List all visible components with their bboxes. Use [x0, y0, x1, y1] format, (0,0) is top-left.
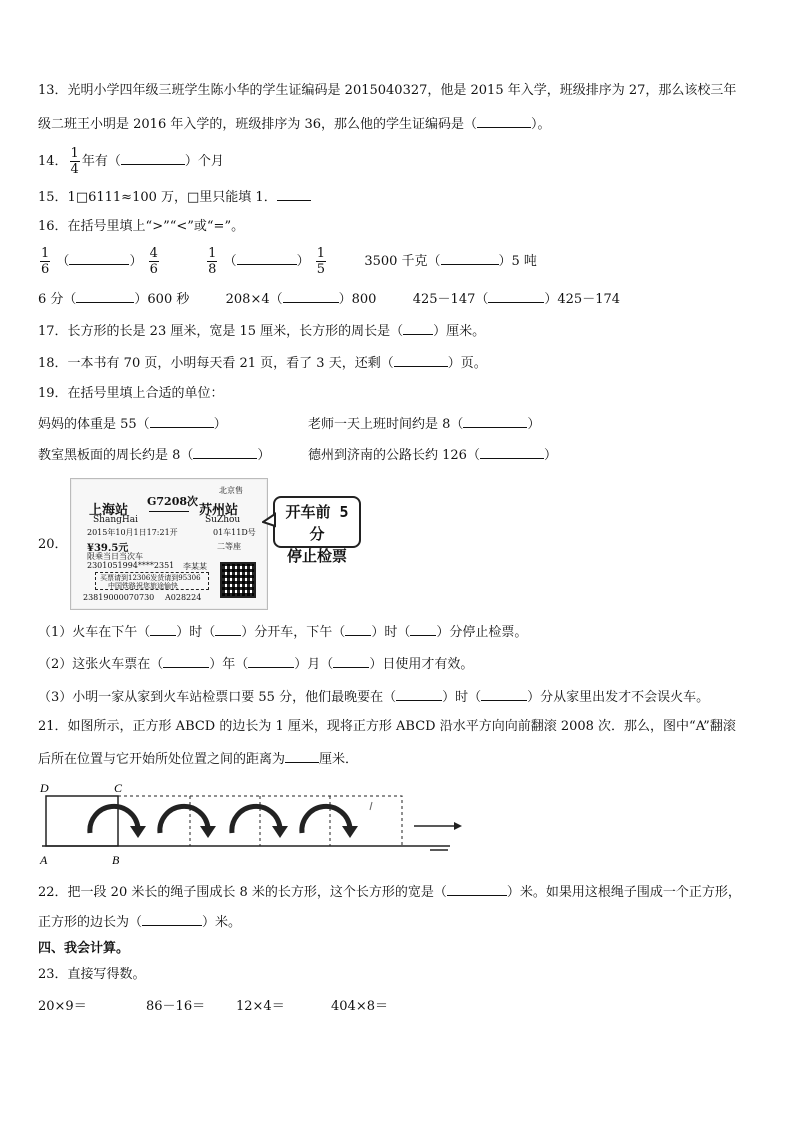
q20-blank-7[interactable] — [333, 655, 369, 668]
q15 — [38, 188, 311, 207]
q19-c: 教室黑板面的周长约是 8（ ） — [38, 448, 271, 463]
q22-line2: 正方形的边长为（ ）米。 — [38, 915, 242, 930]
label-d: D — [40, 781, 49, 795]
q16-blank-6[interactable] — [488, 290, 544, 303]
ticket-badge: 北京售 — [219, 486, 243, 495]
q23-item-3: 12×4＝ — [236, 999, 285, 1014]
ticket-car: 01车11D号 — [213, 528, 256, 537]
q20-blank-3[interactable] — [345, 623, 371, 636]
roll-arrow-icon-4 — [302, 806, 350, 833]
q14-end: ）个月 — [184, 154, 224, 169]
ticket-from-pinyin: ShangHai — [93, 515, 138, 525]
q20-num: 20． — [38, 537, 68, 552]
q14-fraction: $\frac{1}{4}$ — [70, 146, 79, 177]
q21-line2: 后所在位置与它开始所处位置之间的距离为 厘米． — [38, 752, 359, 767]
ticket-train: G7208次 — [147, 495, 199, 508]
q19-title: 19．在括号里填上合适的单位： — [38, 386, 224, 401]
ticket-datetime: 2015年10月1日17:21开 — [87, 528, 178, 537]
ticket-name: 李某某 — [183, 562, 207, 571]
q20-blank-5[interactable] — [163, 655, 209, 668]
section-4-heading: 四、我会计算。 — [38, 941, 130, 956]
q13-text: 级二班王小明是 2016 年入学的，班级排序为 36，那么他的学生证编码是（ — [38, 117, 478, 132]
q16-row2: 6 分（ ）600 秒 208×4（ ）800 425－147（ ）425－174 — [38, 292, 621, 307]
q22-blank-1[interactable] — [447, 883, 507, 896]
q16-blank-1[interactable] — [69, 252, 129, 265]
square-abcd — [46, 796, 118, 846]
bubble-pointer — [262, 512, 276, 528]
ticket-arrow — [149, 511, 189, 512]
q16-blank-2[interactable] — [237, 252, 297, 265]
q20-blank-2[interactable] — [215, 623, 241, 636]
qr-code-icon — [220, 562, 256, 598]
q16-frac-4: $\frac{1}{5}$ — [316, 246, 326, 277]
q22-line1: 22．把一段 20 米长的绳子围成长 8 米的长方形，这个长方形的宽是（ ）米。如果用这根绳子围成一个正方形， — [38, 885, 741, 900]
q20-blank-4[interactable] — [410, 623, 436, 636]
q16-frac-1: $\frac{1}{6}$ — [41, 246, 50, 277]
q19-b: 老师一天上班时间约是 8（ ） — [308, 417, 541, 432]
q20-blank-9[interactable] — [481, 688, 527, 701]
ticket-notice-box: 买票请到12306发货请到95306 中国铁路祝您旅途愉快 — [95, 572, 209, 590]
roll-arrow-icon-1 — [90, 806, 138, 833]
q16-frac-2: $\frac{4}{6}$ — [149, 246, 158, 277]
q20-s2: （2）这张火车票在（ ）年（ ）月（ ）日使用才有效。 — [38, 657, 474, 672]
label-c: C — [114, 781, 123, 795]
q16-item3-left: 3500 千克（ — [364, 254, 441, 269]
roll-arrows — [90, 806, 350, 833]
q13-line2 — [38, 115, 551, 134]
rolling-square-diagram — [38, 778, 468, 868]
q18-answer-blank[interactable] — [394, 354, 448, 367]
q14-answer-blank[interactable] — [121, 152, 185, 165]
q16-blank-3[interactable] — [441, 252, 499, 265]
ticket-id: 2301051994****2351 — [87, 561, 175, 570]
notice-bubble — [273, 496, 361, 565]
q23-item-2: 86－16＝ — [146, 999, 206, 1014]
ticket-serial: 23819000070730 — [83, 593, 155, 602]
q20-blank-6[interactable] — [248, 655, 294, 668]
bubble-line1: 开车前 5 分 — [285, 503, 349, 543]
q19-blank-b[interactable] — [463, 415, 527, 428]
q14-text: 年有（ — [81, 154, 121, 169]
q19-blank-a[interactable] — [150, 415, 214, 428]
q13-line1: 13．光明小学四年级三班学生陈小华的学生证编码是 2015040327，他是 2015 年入学，班级排序为 27，那么该校三年 — [38, 83, 737, 98]
roll-arrow-icon-2 — [160, 806, 208, 833]
ticket-class: 二等座 — [217, 542, 241, 551]
q16-row1: $\frac{1}{6}$ （ ） $\frac{4}{6}$ $\frac{1}{8}$ （ ） $\frac{1}{5}$ 3500 千克（ ）5 吨 — [41, 246, 537, 277]
q16-title: 16．在括号里填上“>”“<”或“=”。 — [38, 219, 245, 234]
roll-arrow-icon-3 — [232, 806, 280, 833]
q23-item-1: 20×9＝ — [38, 999, 87, 1014]
q15-answer-blank[interactable] — [277, 188, 311, 201]
label-a: A — [40, 853, 48, 867]
q20-s3: （3）小明一家从家到火车站检票口要 55 分，他们最晚要在（ ）时（ ）分从家里出发才不会误火车。 — [38, 690, 710, 705]
ticket-note: 限乘当日当次车 — [87, 552, 143, 561]
q15-text: 15．1□6111≈100 万，□里只能填 1． — [38, 190, 277, 205]
q16-blank-4[interactable] — [76, 290, 134, 303]
ticket-to: 苏州站 — [199, 503, 239, 518]
q23-item-4: 404×8＝ — [331, 999, 388, 1014]
q19-d: 德州到济南的公路长约 126（ ） — [308, 448, 557, 463]
ticket-price: ¥39.5元 — [87, 543, 129, 554]
q19-blank-c[interactable] — [193, 446, 257, 459]
q14 — [38, 146, 224, 177]
q16-blank-5[interactable] — [283, 290, 339, 303]
q13-end: ）。 — [531, 117, 551, 132]
q21-answer-blank[interactable] — [285, 750, 319, 763]
ticket-code: A028224 — [165, 593, 202, 602]
q20-blank-1[interactable] — [150, 623, 176, 636]
q16-frac-3: $\frac{1}{8}$ — [208, 246, 217, 277]
q19-a: 妈妈的体重是 55（ ） — [38, 417, 227, 432]
q17: 17．长方形的长是 23 厘米，宽是 15 厘米，长方形的周长是（ ）厘米。 — [38, 324, 486, 339]
q21-line1: 21．如图所示，正方形 ABCD 的边长为 1 厘米，现将正方形 ABCD 沿水平方向向前翻滚 2008 次．那么，图中“A”翻滚 — [38, 719, 736, 734]
label-b: B — [112, 853, 120, 867]
q22-blank-2[interactable] — [142, 913, 202, 926]
q20-blank-8[interactable] — [396, 688, 442, 701]
q23-title: 23．直接写得数。 — [38, 967, 146, 982]
q14-num: 14． — [38, 154, 68, 169]
q20-s1: （1）火车在下午（ ）时（ ）分开车，下午（ ）时（ ）分停止检票。 — [38, 625, 528, 640]
ticket-to-pinyin: SuZhou — [205, 515, 241, 525]
q16-item3-right: ）5 吨 — [498, 254, 537, 269]
bubble-line2: 停止检票 — [286, 547, 347, 565]
q19-blank-d[interactable] — [480, 446, 544, 459]
q17-answer-blank[interactable] — [403, 322, 433, 335]
q18: 18．一本书有 70 页，小明每天看 21 页，看了 3 天，还剩（ ）页。 — [38, 356, 487, 371]
q13-answer-blank[interactable] — [477, 115, 531, 128]
ticket-from: 上海站 — [89, 503, 129, 518]
